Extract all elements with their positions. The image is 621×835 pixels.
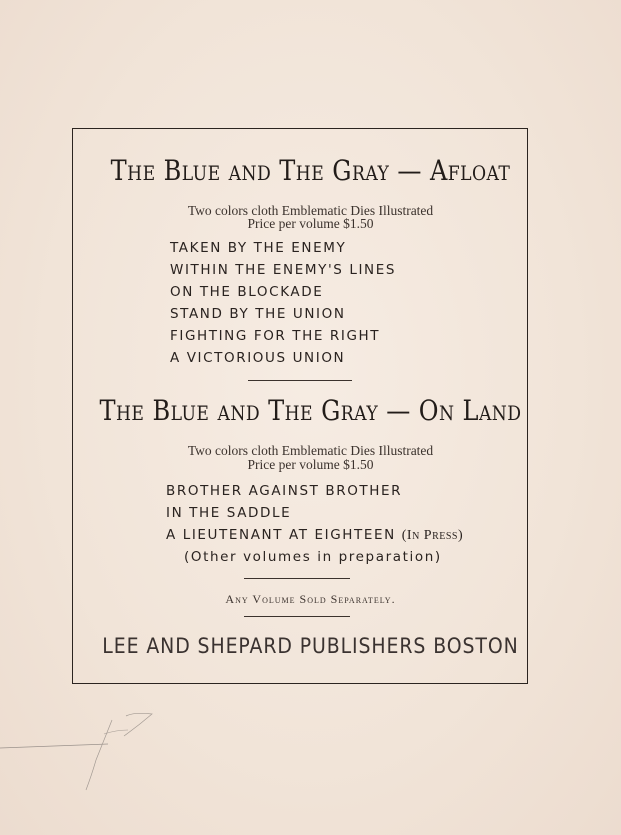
list-item: TAKEN BY THE ENEMY (170, 240, 347, 256)
preparation-note: (Other volumes in preparation) (184, 549, 442, 565)
list-item: IN THE SADDLE (166, 505, 292, 521)
publisher-imprint: LEE AND SHEPARD PUBLISHERS BOSTON (102, 634, 519, 658)
section2-details: Two colors cloth Emblematic Dies Illustrated (187, 443, 434, 458)
list-item: ON THE BLOCKADE (170, 284, 324, 300)
sold-separately-note: Any Volume Sold Separately. (225, 592, 396, 606)
volume-title: A LIEUTENANT AT EIGHTEEN (166, 527, 396, 543)
section1-price: Price per volume $1.50 (247, 216, 374, 231)
divider (244, 616, 350, 617)
divider (248, 380, 352, 381)
list-item: STAND BY THE UNION (170, 306, 346, 322)
list-item (166, 527, 463, 544)
section2-price: Price per volume $1.50 (247, 457, 374, 472)
section1-title: The Blue and The Gray — Afloat (110, 154, 511, 187)
list-item: FIGHTING FOR THE RIGHT (170, 328, 381, 344)
in-press-note: (In Press) (401, 528, 464, 543)
divider (244, 578, 350, 579)
list-item: WITHIN THE ENEMY'S LINES (170, 262, 397, 278)
section2-title: The Blue and The Gray — On Land (99, 394, 522, 427)
list-item: BROTHER AGAINST BROTHER (166, 483, 403, 499)
pencil-marks (0, 700, 200, 810)
list-item: A VICTORIOUS UNION (170, 350, 346, 366)
section1-details: Two colors cloth Emblematic Dies Illustrated (187, 203, 434, 218)
